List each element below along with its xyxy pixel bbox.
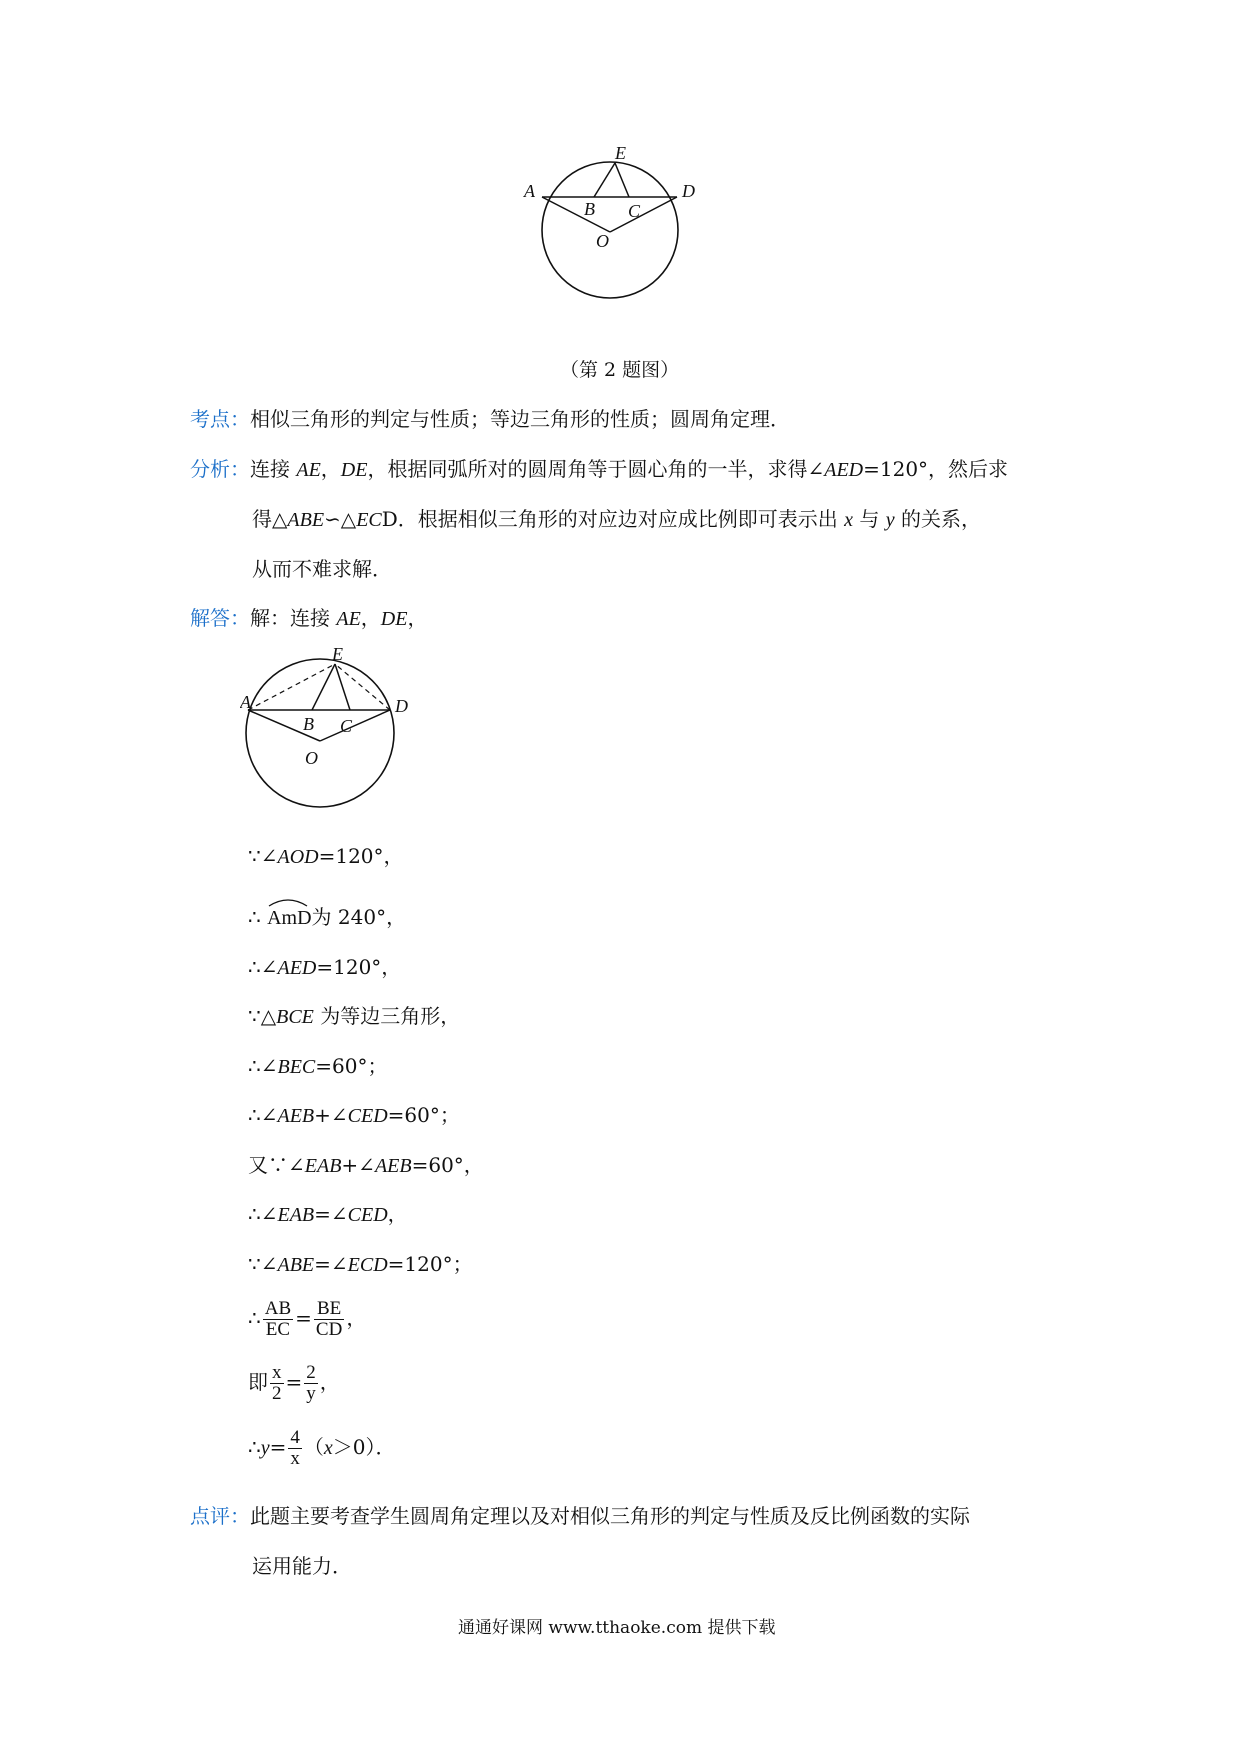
text: ∽△ xyxy=(324,507,357,531)
math: AOD xyxy=(277,846,319,868)
text: +∠ xyxy=(314,1103,348,1127)
math: ABE xyxy=(277,1254,315,1276)
step-4 xyxy=(248,1002,460,1031)
step-11 xyxy=(248,1360,340,1404)
text: 此题主要考查学生圆周角定理以及对相似三角形的判定与性质及反比例函数的实际 xyxy=(250,1504,970,1528)
kaodian-colon: ： xyxy=(230,407,250,431)
radius-od xyxy=(320,710,390,741)
fraction-be-cd xyxy=(314,1299,344,1340)
math: BEC xyxy=(277,1056,316,1078)
math: EAB xyxy=(277,1204,315,1226)
fenxi-colon: ： xyxy=(230,457,250,481)
figure-1-diagram xyxy=(520,145,720,345)
denominator: x xyxy=(290,1448,300,1469)
text: ， xyxy=(346,1306,367,1330)
text: ， xyxy=(319,1370,340,1394)
arc-mark xyxy=(267,897,309,907)
fraction-x-2 xyxy=(270,1363,284,1404)
radius-od xyxy=(610,197,677,232)
step-3 xyxy=(248,953,401,982)
dianping-line-2: 运用能力． xyxy=(252,1554,352,1578)
math: BCE xyxy=(276,1006,314,1028)
text: =120°， xyxy=(316,955,402,979)
step-1 xyxy=(248,842,404,871)
jieda-line xyxy=(190,604,427,633)
label-d: D xyxy=(682,181,695,201)
arc-amd xyxy=(267,903,311,932)
fenxi-label: 分析 xyxy=(190,457,230,481)
text: =60°； xyxy=(387,1103,460,1127)
denominator: EC xyxy=(265,1319,291,1340)
math: CED xyxy=(347,1105,388,1127)
math: EC xyxy=(356,509,382,531)
equals: = xyxy=(269,1435,287,1459)
kaodian-label: 考点 xyxy=(190,407,230,431)
math: AEB xyxy=(277,1105,315,1127)
jieda-label: 解答 xyxy=(190,606,230,630)
text: ∴ xyxy=(248,1306,261,1330)
denominator: y xyxy=(306,1383,316,1404)
label-d: D xyxy=(395,696,408,716)
text: 的关系， xyxy=(894,507,982,531)
text: 即 xyxy=(248,1370,268,1394)
text: （ xyxy=(303,1435,324,1459)
text: 连接 xyxy=(250,457,297,481)
text: =120°； xyxy=(387,1252,473,1276)
text: 得△ xyxy=(252,507,288,531)
kaodian-line xyxy=(190,405,790,433)
text: =120°，然后求 xyxy=(863,457,1009,481)
math: AED xyxy=(277,957,317,979)
math: ABE xyxy=(287,509,325,531)
denominator: CD xyxy=(315,1319,343,1340)
segment-be xyxy=(594,163,615,197)
figure-caption: （第 2 题图） xyxy=(560,359,680,381)
jieda-colon: ： xyxy=(230,606,250,630)
step-2 xyxy=(248,903,406,932)
label-e: E xyxy=(332,644,343,664)
step-7 xyxy=(248,1151,484,1180)
step-6 xyxy=(248,1101,460,1130)
arc-text: AmD xyxy=(267,907,312,929)
dianping-label: 点评 xyxy=(190,1504,230,1528)
segment-ce xyxy=(615,163,629,197)
step-5 xyxy=(248,1052,387,1081)
text: =∠ xyxy=(314,1252,348,1276)
label-a: A xyxy=(240,692,251,712)
circle xyxy=(542,162,678,298)
text: 解：连接 xyxy=(250,606,337,630)
math: AED xyxy=(824,459,864,481)
text: +∠ xyxy=(341,1153,375,1177)
text: 为 240°， xyxy=(311,905,407,929)
equals: = xyxy=(295,1306,312,1330)
radius-oa xyxy=(542,197,610,232)
step-8 xyxy=(248,1200,408,1229)
math: y xyxy=(885,509,895,531)
denominator: 2 xyxy=(272,1383,282,1404)
text: D．根据相似三角形的对应边对应成比例即可表示出 xyxy=(381,507,845,531)
math: EAB xyxy=(304,1155,342,1177)
numerator: 4 xyxy=(290,1427,300,1448)
fraction-ab-ec xyxy=(263,1299,293,1340)
text: =∠ xyxy=(314,1202,348,1226)
step-9 xyxy=(248,1250,473,1279)
segment-be xyxy=(312,664,335,710)
dianping-line-1 xyxy=(190,1502,970,1530)
math: x xyxy=(844,509,854,531)
math: x xyxy=(323,1437,333,1459)
text: =60°， xyxy=(411,1153,484,1177)
text: ∴∠ xyxy=(248,1103,278,1127)
text: ∴∠ xyxy=(248,1202,278,1226)
footer-text: 通通好课网 www.tthaoke.com 提供下载 xyxy=(458,1618,776,1638)
label-b: B xyxy=(584,199,595,219)
math: DE xyxy=(340,459,368,481)
fenxi-line-3: 从而不难求解． xyxy=(252,557,392,581)
text: ∵△ xyxy=(248,1004,277,1028)
figure-2-diagram xyxy=(240,638,430,833)
numerator: 2 xyxy=(306,1362,316,1383)
text: ， xyxy=(407,606,428,630)
text: 为等边三角形， xyxy=(313,1004,461,1028)
text: ∵∠ xyxy=(248,1252,278,1276)
math: ECD xyxy=(347,1254,388,1276)
numerator: AB xyxy=(264,1298,292,1319)
numerator: x xyxy=(272,1362,282,1383)
text: ， xyxy=(320,457,341,481)
text: ∴∠ xyxy=(248,1054,278,1078)
step-12 xyxy=(248,1425,396,1470)
text: 又∵∠ xyxy=(248,1153,305,1177)
label-c: C xyxy=(340,716,353,736)
text: =60°； xyxy=(315,1054,388,1078)
label-c: C xyxy=(628,201,641,221)
label-b: B xyxy=(303,714,314,734)
text: ， xyxy=(360,606,381,630)
step-10 xyxy=(248,1296,366,1340)
label-o: O xyxy=(596,231,609,251)
text: ＞0）． xyxy=(332,1435,396,1459)
equals: = xyxy=(285,1370,303,1394)
math: AEB xyxy=(374,1155,412,1177)
fenxi-line-2 xyxy=(252,505,981,534)
text: 与 xyxy=(853,507,886,531)
label-o: O xyxy=(305,748,318,768)
math: y xyxy=(260,1437,270,1459)
segment-ce xyxy=(335,664,350,710)
text: ∴∠ xyxy=(248,955,278,979)
fenxi-line-1 xyxy=(190,455,1008,484)
numerator: BE xyxy=(314,1299,344,1320)
label-e: E xyxy=(615,145,626,163)
fraction-4-x xyxy=(288,1428,302,1469)
fraction-2-y xyxy=(304,1363,318,1404)
text: =120°， xyxy=(318,844,404,868)
text: ∵∠ xyxy=(248,844,278,868)
circle xyxy=(246,659,394,807)
dianping-colon: ： xyxy=(230,1504,250,1528)
text: ∴ xyxy=(248,905,268,929)
math: CED xyxy=(347,1204,388,1226)
text: ，根据同弧所对的圆周角等于圆心角的一半，求得∠ xyxy=(367,457,825,481)
math: DE xyxy=(380,608,408,630)
kaodian-text: 相似三角形的判定与性质；等边三角形的性质；圆周角定理． xyxy=(250,407,790,431)
label-a: A xyxy=(524,181,535,201)
text: ， xyxy=(387,1202,408,1226)
math: AE xyxy=(336,608,361,630)
math: AE xyxy=(296,459,321,481)
text: ∴ xyxy=(248,1435,261,1459)
